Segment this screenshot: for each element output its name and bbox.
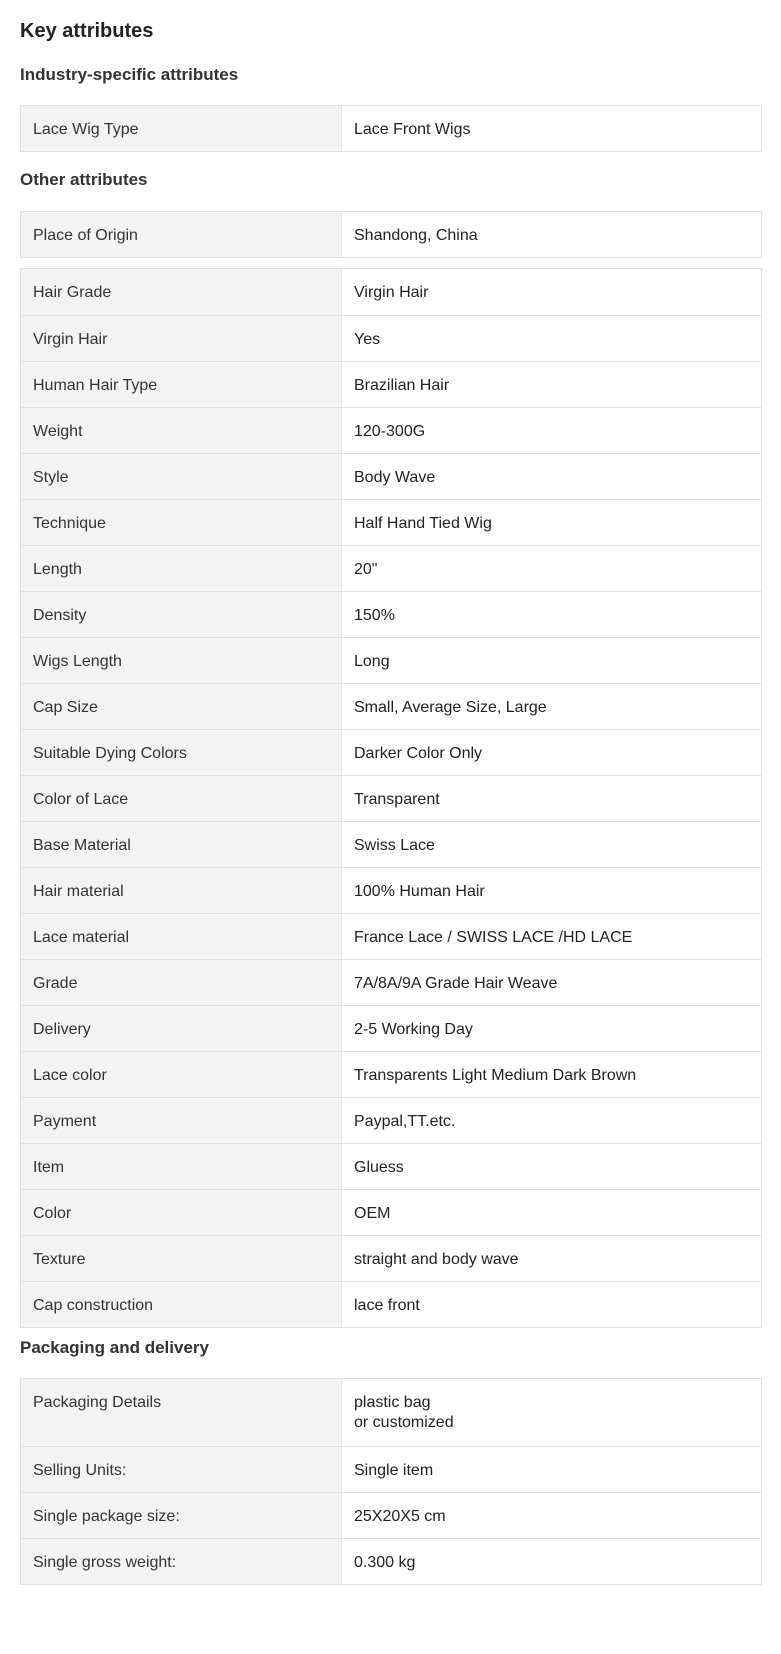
attribute-value: France Lace / SWISS LACE /HD LACE [354, 929, 633, 946]
attribute-row [21, 775, 761, 821]
attribute-value: Shandong, China [354, 227, 478, 244]
attribute-name: Human Hair Type [21, 362, 342, 407]
attribute-name: Style [21, 454, 342, 499]
attribute-name: Grade [21, 960, 342, 1005]
attribute-row [21, 361, 761, 407]
industry-attributes-table [20, 105, 762, 152]
attribute-row [21, 453, 761, 499]
attribute-name: Packaging Details [21, 1379, 342, 1446]
attribute-row [21, 959, 761, 1005]
attribute-name: Texture [21, 1236, 342, 1281]
attribute-name: Single gross weight: [21, 1539, 342, 1584]
attribute-value: Swiss Lace [354, 837, 435, 854]
attribute-value: Transparent [354, 791, 440, 808]
page-title: Key attributes [20, 20, 154, 42]
attribute-row [21, 1492, 761, 1538]
attribute-value: Virgin Hair [354, 284, 429, 301]
attribute-row [21, 1538, 761, 1584]
attribute-value: Body Wave [354, 469, 436, 486]
attribute-name: Place of Origin [21, 212, 342, 257]
attribute-value: Gluess [354, 1159, 404, 1176]
industry-attributes-heading: Industry-specific attributes [20, 65, 239, 84]
attribute-value: Long [354, 653, 390, 670]
attribute-name: Base Material [21, 822, 342, 867]
packaging-delivery-table [20, 1378, 762, 1585]
attribute-value: Brazilian Hair [354, 377, 450, 394]
attribute-row [21, 1235, 761, 1281]
attribute-name: Hair material [21, 868, 342, 913]
attribute-value: Half Hand Tied Wig [354, 515, 492, 532]
attribute-name: Color [21, 1190, 342, 1235]
attribute-name: Suitable Dying Colors [21, 730, 342, 775]
attribute-value: straight and body wave [354, 1251, 519, 1268]
attribute-name: Lace material [21, 914, 342, 959]
attribute-row [21, 867, 761, 913]
attribute-row [21, 1097, 761, 1143]
attribute-value: Lace Front Wigs [354, 121, 471, 138]
attribute-value: 100% Human Hair [354, 883, 485, 900]
attribute-name: Single package size: [21, 1493, 342, 1538]
attribute-row [21, 1005, 761, 1051]
attribute-value: Small, Average Size, Large [354, 699, 547, 716]
attribute-value: 150% [354, 607, 395, 624]
attribute-name: Cap construction [21, 1282, 342, 1327]
attribute-value: 2-5 Working Day [354, 1021, 473, 1038]
attribute-value: Single item [354, 1462, 434, 1479]
packaging-delivery-heading: Packaging and delivery [20, 1338, 209, 1357]
attribute-name: Delivery [21, 1006, 342, 1051]
other-attributes-table-top [20, 211, 762, 258]
attribute-name: Hair Grade [21, 269, 342, 315]
attribute-row [21, 913, 761, 959]
attribute-row [21, 269, 761, 315]
attribute-name: Lace color [21, 1052, 342, 1097]
attribute-name: Technique [21, 500, 342, 545]
attribute-row [21, 1189, 761, 1235]
attribute-name: Virgin Hair [21, 316, 342, 361]
attribute-name: Cap Size [21, 684, 342, 729]
attribute-row [21, 637, 761, 683]
attribute-value: plastic bag or customized [354, 1394, 454, 1431]
attribute-name: Item [21, 1144, 342, 1189]
attribute-name: Density [21, 592, 342, 637]
attribute-row [21, 1143, 761, 1189]
attribute-row [21, 106, 761, 151]
attribute-row [21, 212, 761, 257]
attribute-value: 20" [354, 561, 378, 578]
attribute-value: Yes [354, 331, 381, 348]
attribute-row [21, 683, 761, 729]
attribute-value: Transparents Light Medium Dark Brown [354, 1067, 637, 1084]
attribute-row [21, 315, 761, 361]
other-attributes-heading: Other attributes [20, 170, 148, 189]
attribute-row [21, 407, 761, 453]
attribute-row [21, 1051, 761, 1097]
attribute-name: Selling Units: [21, 1447, 342, 1492]
attribute-row [21, 499, 761, 545]
attribute-row [21, 1281, 761, 1327]
attribute-name: Wigs Length [21, 638, 342, 683]
attribute-row [21, 1379, 761, 1446]
attribute-row [21, 591, 761, 637]
attribute-row [21, 545, 761, 591]
attribute-name: Weight [21, 408, 342, 453]
attribute-value: 25X20X5 cm [354, 1508, 446, 1525]
attribute-name: Color of Lace [21, 776, 342, 821]
attribute-row [21, 821, 761, 867]
attribute-row [21, 729, 761, 775]
attribute-value: 7A/8A/9A Grade Hair Weave [354, 975, 558, 992]
attribute-value: lace front [354, 1297, 420, 1314]
attribute-value: 0.300 kg [354, 1554, 416, 1571]
other-attributes-table [20, 268, 762, 1328]
attribute-row [21, 1446, 761, 1492]
attribute-value: 120-300G [354, 423, 426, 440]
attribute-value: Darker Color Only [354, 745, 483, 762]
attribute-name: Length [21, 546, 342, 591]
attribute-value: Paypal,TT.etc. [354, 1113, 456, 1130]
attribute-name: Lace Wig Type [21, 106, 342, 151]
attribute-name: Payment [21, 1098, 342, 1143]
attribute-value: OEM [354, 1205, 391, 1222]
